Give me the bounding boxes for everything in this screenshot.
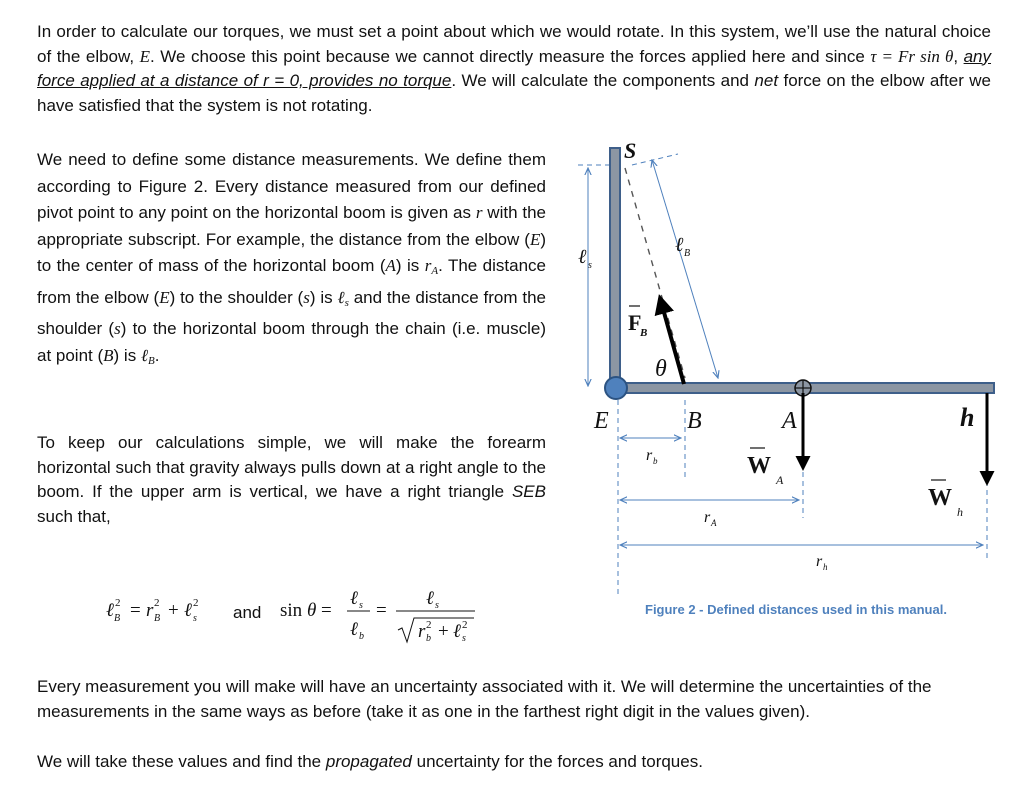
- label-rb-sub: b: [653, 456, 658, 466]
- label-wh: W: [928, 485, 952, 511]
- upper-arm-boom: [610, 148, 620, 393]
- and-word: and: [233, 603, 262, 622]
- a-symbol: A: [385, 256, 396, 275]
- label-lB-sub: B: [684, 248, 691, 259]
- label-rA: r: [704, 509, 711, 526]
- frac1-den-sub: b: [359, 631, 364, 642]
- ls-symbol: ℓ: [337, 287, 345, 307]
- propagated-paragraph: [37, 750, 997, 775]
- sub-s-1: s: [193, 613, 197, 624]
- distances-text-3: ) to the center of mass of the horizontal boom (: [37, 229, 546, 275]
- rB-squared: r: [146, 600, 154, 621]
- simple-text-2: such that,: [37, 506, 111, 526]
- triangle-equations: [100, 582, 520, 652]
- equals-1: =: [130, 600, 141, 621]
- seb-triangle: SEB: [511, 482, 546, 501]
- distances-paragraph: [37, 147, 546, 374]
- label-rb: r: [646, 447, 653, 464]
- plus-1: +: [168, 600, 179, 621]
- distances-text-9: ) to the horizontal boom through the chain (i.e. muscle) at point (: [37, 319, 546, 365]
- distances-text-2: with the appropriate subscript. For example, the distance from the elbow (: [37, 203, 546, 249]
- label-rh: r: [816, 553, 823, 570]
- label-ls-sub: s: [588, 260, 592, 271]
- intro-text-1: In order to calculate our torques, we must set a point about which we would rotate. In this system, we’ll use the natural choice of the elbow,: [37, 22, 991, 66]
- sub-s-2: s: [462, 633, 466, 644]
- sq-5: 2: [462, 619, 468, 631]
- distances-text-10: ) is: [113, 345, 141, 365]
- label-fb: F: [628, 310, 642, 335]
- label-b: B: [687, 408, 702, 434]
- uncertainty-paragraph: [37, 675, 997, 724]
- rA-subscript: A: [431, 265, 439, 277]
- distances-text-4: ) is: [395, 256, 425, 275]
- distances-text-11: .: [154, 345, 160, 365]
- simple-paragraph: [37, 431, 546, 529]
- sq-2: 2: [154, 597, 160, 609]
- label-rA-sub: A: [711, 518, 717, 528]
- distances-text-8: and the distance from the shoulder (: [37, 287, 546, 338]
- elbow-symbol-2: E: [159, 287, 170, 307]
- sub-B-2: B: [154, 613, 161, 624]
- lB-dimension: [652, 160, 718, 378]
- propagated-word: propagated: [325, 752, 412, 771]
- label-a: A: [782, 408, 797, 434]
- label-rh-sub: h: [823, 562, 828, 572]
- label-ls: ℓ: [578, 246, 587, 268]
- propagated-text-1: We will take these values and find the: [37, 752, 326, 771]
- top-guide-line-2: [632, 154, 678, 165]
- distances-text-6: ) to the shoulder (: [169, 287, 304, 307]
- distances-text-7: ) is: [309, 287, 338, 307]
- frac1-num-sub: s: [359, 600, 363, 611]
- intro-text-5: force on the elbow after we have satisfied that the system is not rotating.: [37, 71, 991, 115]
- sq-4: 2: [426, 619, 432, 631]
- label-wh-sub: h: [957, 505, 963, 519]
- figure-caption: Figure 2 - Defined distances used in this manual.: [645, 602, 947, 617]
- s-symbol: s: [303, 287, 310, 307]
- sub-B-1: B: [114, 613, 121, 624]
- simple-text-1: To keep our calculations simple, we will make the forearm horizontal such that gravity always pulls down at a right angle to the boom. If the upper arm is vertical, we have a right triangle: [37, 433, 546, 501]
- frac1-num: ℓ: [350, 588, 358, 609]
- torque-formula: τ = Fr sin θ: [870, 46, 954, 66]
- uncertainty-text: Every measurement you will make will have an uncertainty associated with it. We will determine the uncertainties of the measurements in the same ways as before (take it as one in the farthest right digit in the values given).: [37, 677, 932, 721]
- label-wa-sub: A: [776, 473, 784, 487]
- ls-sq-2: ℓ: [453, 621, 461, 642]
- intro-text-4: . We will calculate the components and: [451, 71, 755, 90]
- sq-1: 2: [115, 597, 121, 609]
- label-wa: W: [747, 453, 771, 479]
- sq-3: 2: [193, 597, 199, 609]
- frac2-num-sub: s: [435, 600, 439, 611]
- sub-b-2: b: [426, 633, 431, 644]
- label-shoulder: S: [624, 138, 637, 163]
- intro-text-2: . We choose this point because we cannot directly measure the forces applied here and since: [150, 46, 871, 66]
- rb-sq: r: [418, 621, 426, 642]
- net-word: net: [754, 71, 779, 90]
- ls-squared: ℓ: [184, 600, 192, 621]
- label-fb-sub: B: [640, 327, 648, 339]
- lB-squared: ℓ: [106, 600, 114, 621]
- b-symbol: B: [103, 345, 114, 365]
- intro-text-3: ,: [953, 46, 964, 66]
- elbow-symbol: E: [529, 229, 541, 249]
- underlined-statement: any force applied at a distance of r = 0, provides no torque: [37, 46, 992, 90]
- equals-2: =: [376, 600, 387, 621]
- plus-2: +: [438, 621, 449, 642]
- s-symbol-2: s: [114, 319, 121, 338]
- sin-theta: sin θ =: [280, 600, 332, 621]
- distances-text-5: . The distance from the elbow (: [37, 256, 546, 307]
- r-symbol: r: [475, 203, 483, 222]
- label-elbow: E: [594, 408, 609, 434]
- label-h: h: [960, 403, 975, 432]
- chain-line: [625, 168, 685, 378]
- label-lB: ℓ: [675, 234, 684, 256]
- rA-symbol: r: [424, 256, 432, 275]
- distances-text-1: We need to define some distance measurements. We define them according to Figure 2. Every distance measured from our defined pivot point to any point on the horizontal boom is given as: [37, 150, 546, 222]
- lB-subscript: B: [148, 354, 155, 367]
- figure-2-diagram: [560, 138, 1010, 598]
- label-theta: θ: [655, 356, 667, 382]
- intro-elbow-symbol: E: [139, 46, 150, 66]
- ls-subscript: s: [344, 296, 349, 309]
- intro-paragraph: [37, 20, 991, 118]
- frac1-den: ℓ: [350, 619, 358, 640]
- propagated-text-2: uncertainty for the forces and torques.: [411, 752, 703, 771]
- frac2-num: ℓ: [426, 588, 434, 609]
- elbow-joint: [605, 377, 627, 399]
- lB-symbol: ℓ: [140, 345, 149, 365]
